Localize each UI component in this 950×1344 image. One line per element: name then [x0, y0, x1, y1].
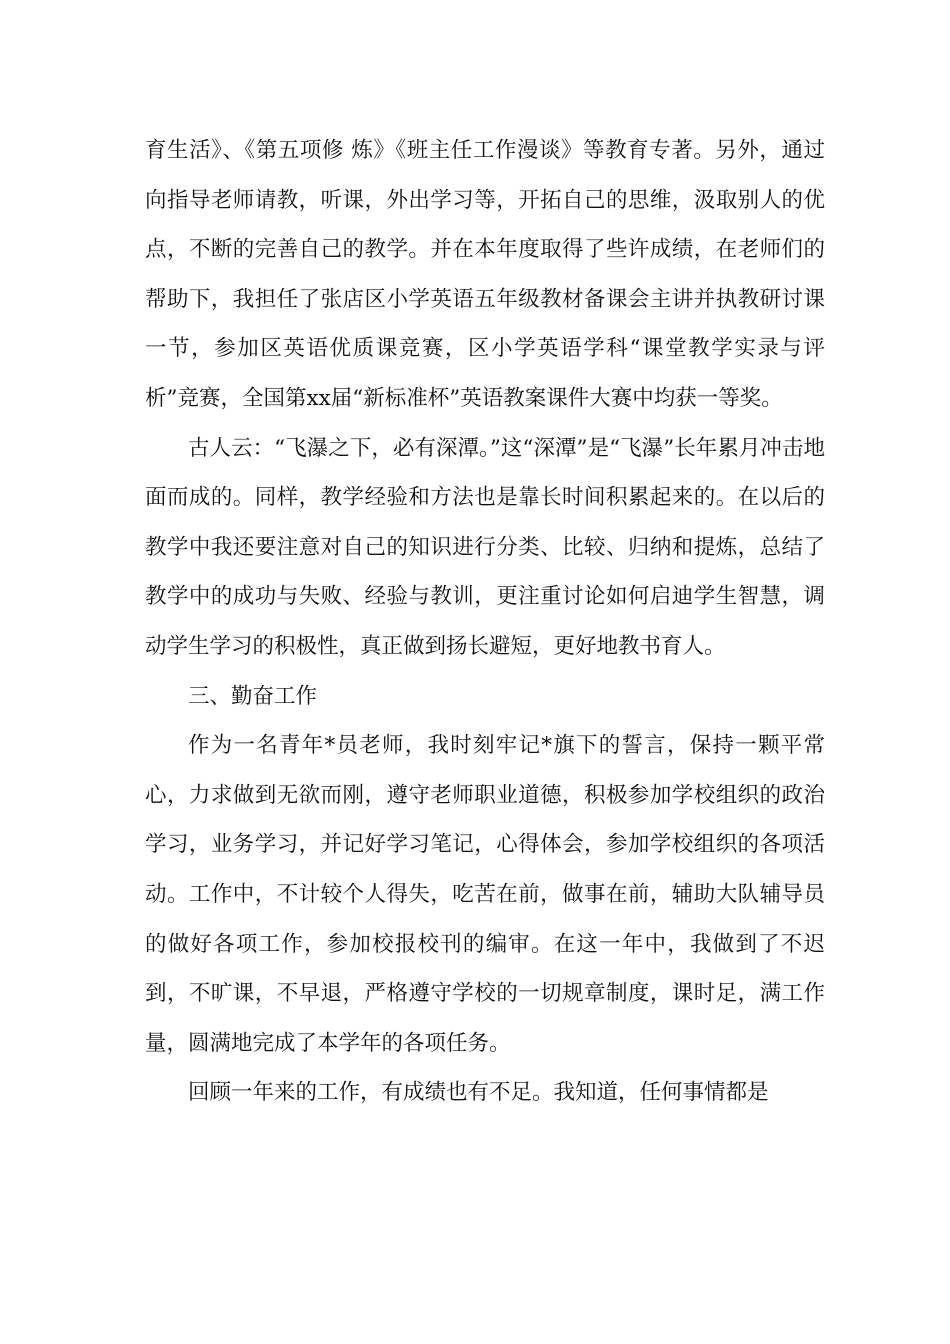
document-body	[145, 126, 825, 1118]
section-heading: 三、勤奋工作	[188, 683, 318, 709]
paragraph-diligent-work: 作为一名青年*员老师，我时刻牢记*旗下的誓言，保持一颗平常心，力求做到无欲而刚，遵守老师职业道德，积极参加学校组织的政治学习，业务学习，并记好学习笔记，心得体会，参加学校组织的各项活动。工作中，不计较个人得失，吃苦在前，做事在前，辅助大队辅导员的做好各项工作，参加校报校刊的编审。在这一年中，我做到了不迟到，不旷课，不早退，严格遵守学校的一切规章制度，课时足，满工作量，圆满地完成了本学年的各项任务。	[145, 733, 825, 1056]
paragraph-continuation: 育生活》、《第五项修 炼》《班主任工作漫谈》等教育专著。另外，通过向指导老师请教，听课，外出学习等，开拓自己的思维，汲取别人的优点，不断的完善自己的教学。并在本年度取得了些许成绩，在老师们的帮助下，我担任了张店区小学英语五年级教材备课会主讲并执教研讨课一节，参加区英语优质课竞赛，区小学英语学科“课堂教学实录与评析”竞赛，全国第xx届“新标准杯”英语教案课件大赛中均获一等奖。	[145, 138, 825, 411]
paragraph-proverb: 古人云：“飞瀑之下，必有深潭。”这“深潭”是“飞瀑”长年累月冲击地面而成的。同样，教学经验和方法也是靠长时间积累起来的。在以后的教学中我还要注意对自己的知识进行分类、比较、归纳和提炼，总结了教学中的成功与失败、经验与教训，更注重讨论如何启迪学生智慧，调动学生学习的积极性，真正做到扬长避短，更好地教书育人。	[145, 435, 825, 659]
paragraph-review: 回顾一年来的工作，有成绩也有不足。我知道，任何事情都是	[188, 1080, 769, 1106]
